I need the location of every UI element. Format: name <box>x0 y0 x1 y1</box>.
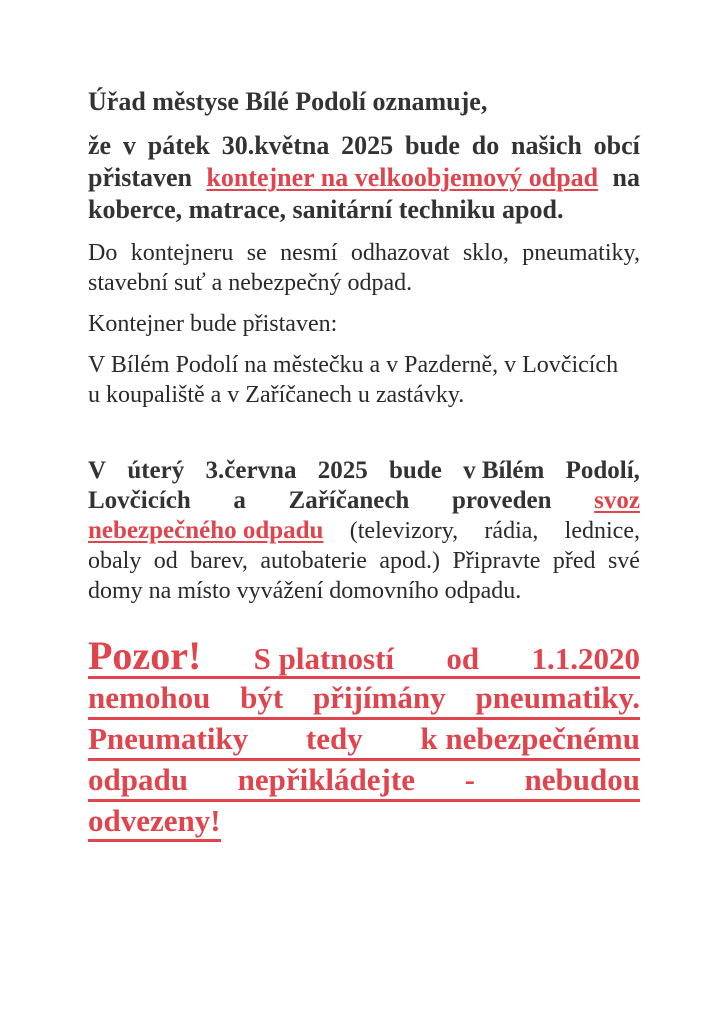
word: tedy <box>305 721 363 756</box>
word: být <box>240 680 284 715</box>
word: v <box>122 131 136 160</box>
highlight-bulky-waste-container: kontejner na velkoobjemový odpad <box>206 163 599 192</box>
word: pátek <box>147 131 210 160</box>
word: nesmí <box>280 240 338 266</box>
restriction-line-2: stavební suť a nebezpečný odpad. <box>88 270 413 296</box>
word: sklo, <box>462 240 509 266</box>
intro-line-2 <box>88 162 640 194</box>
restriction-paragraph <box>88 238 640 298</box>
word: obaly <box>88 548 142 574</box>
intro-paragraph <box>88 130 640 226</box>
word: před <box>552 548 596 574</box>
word: 1.1.2020 <box>531 641 640 676</box>
word: - <box>464 762 475 797</box>
word: obcí <box>593 131 640 160</box>
intro-line-1 <box>88 130 640 162</box>
word: své <box>607 548 640 574</box>
heading-text: Úřad městyse Bílé Podolí oznamuje, <box>88 87 488 116</box>
word: Podolí, <box>565 457 640 484</box>
word: lednice, <box>564 518 640 544</box>
hazardous-line-2 <box>88 486 640 516</box>
word: rádia, <box>484 518 539 544</box>
warning-line-5 <box>88 802 640 842</box>
word: proveden <box>451 487 552 514</box>
word: se <box>246 240 267 266</box>
word: našich <box>511 131 582 160</box>
warning-line-1 <box>88 633 640 679</box>
highlight-hazardous-waste: nebezpečného odpadu <box>88 517 324 544</box>
word: přistaven <box>88 163 192 192</box>
word: a <box>233 487 246 514</box>
word: na <box>612 163 640 192</box>
word: bude <box>404 131 460 160</box>
word: 3.června <box>205 457 297 484</box>
intro-line-3: koberce, matrace, sanitární techniku apod. <box>88 195 564 224</box>
word: od <box>153 548 178 574</box>
locations-line-1: V Bílém Podolí na městečku a v Pazderně, v Lovčicích <box>88 352 619 378</box>
word: k nebezpečnému <box>420 721 640 756</box>
word: 30.května <box>221 131 330 160</box>
hazardous-line-3 <box>88 516 640 546</box>
word: pneumatiky, <box>522 240 640 266</box>
word: Lovčicích <box>88 487 191 514</box>
word: úterý <box>127 457 185 484</box>
word: S platností <box>253 641 395 676</box>
word: nemohou <box>88 680 211 715</box>
word: bude <box>389 457 442 484</box>
word: Zaříčanech <box>288 487 410 514</box>
word: odpadu <box>88 762 188 797</box>
word: přijímány <box>313 680 446 715</box>
word: v Bílém <box>463 457 545 484</box>
word: apod.) <box>379 548 441 574</box>
hazardous-line-4 <box>88 546 640 576</box>
warning-pozor: Pozor! <box>88 633 202 678</box>
word: Připravte <box>452 548 541 574</box>
hazardous-line-1 <box>88 456 640 486</box>
word: od <box>446 641 480 676</box>
word: autobaterie <box>260 548 367 574</box>
warning-line-3 <box>88 720 640 761</box>
locations-line-2: u koupaliště a v Zaříčanech u zastávky. <box>88 382 465 408</box>
warning-block <box>88 633 640 842</box>
placement-label <box>88 309 640 339</box>
word: pneumatiky. <box>475 680 640 715</box>
word: V <box>88 457 107 484</box>
word: že <box>88 131 112 160</box>
word: odhazovat <box>350 240 450 266</box>
hazardous-line-5: domy na místo vyvážení domovního odpadu. <box>88 578 522 604</box>
notice-heading <box>88 86 640 118</box>
restriction-line-1 <box>88 238 640 268</box>
word: odvezeny! <box>88 803 221 842</box>
word: nepřikládejte <box>237 762 415 797</box>
word: nebudou <box>524 762 640 797</box>
locations-paragraph <box>88 350 640 410</box>
word: Pneumatiky <box>88 721 249 756</box>
word: do <box>471 131 500 160</box>
placement-label-text: Kontejner bude přistaven: <box>88 311 338 337</box>
highlight-collection: svoz <box>594 487 640 514</box>
hazardous-paragraph <box>88 456 640 606</box>
warning-line-2 <box>88 679 640 720</box>
warning-line-4 <box>88 761 640 802</box>
word: barev, <box>190 548 248 574</box>
word: 2025 <box>317 457 368 484</box>
word: (televizory, <box>349 518 459 544</box>
word: kontejneru <box>130 240 234 266</box>
word: Do <box>88 240 118 266</box>
word: 2025 <box>341 131 394 160</box>
